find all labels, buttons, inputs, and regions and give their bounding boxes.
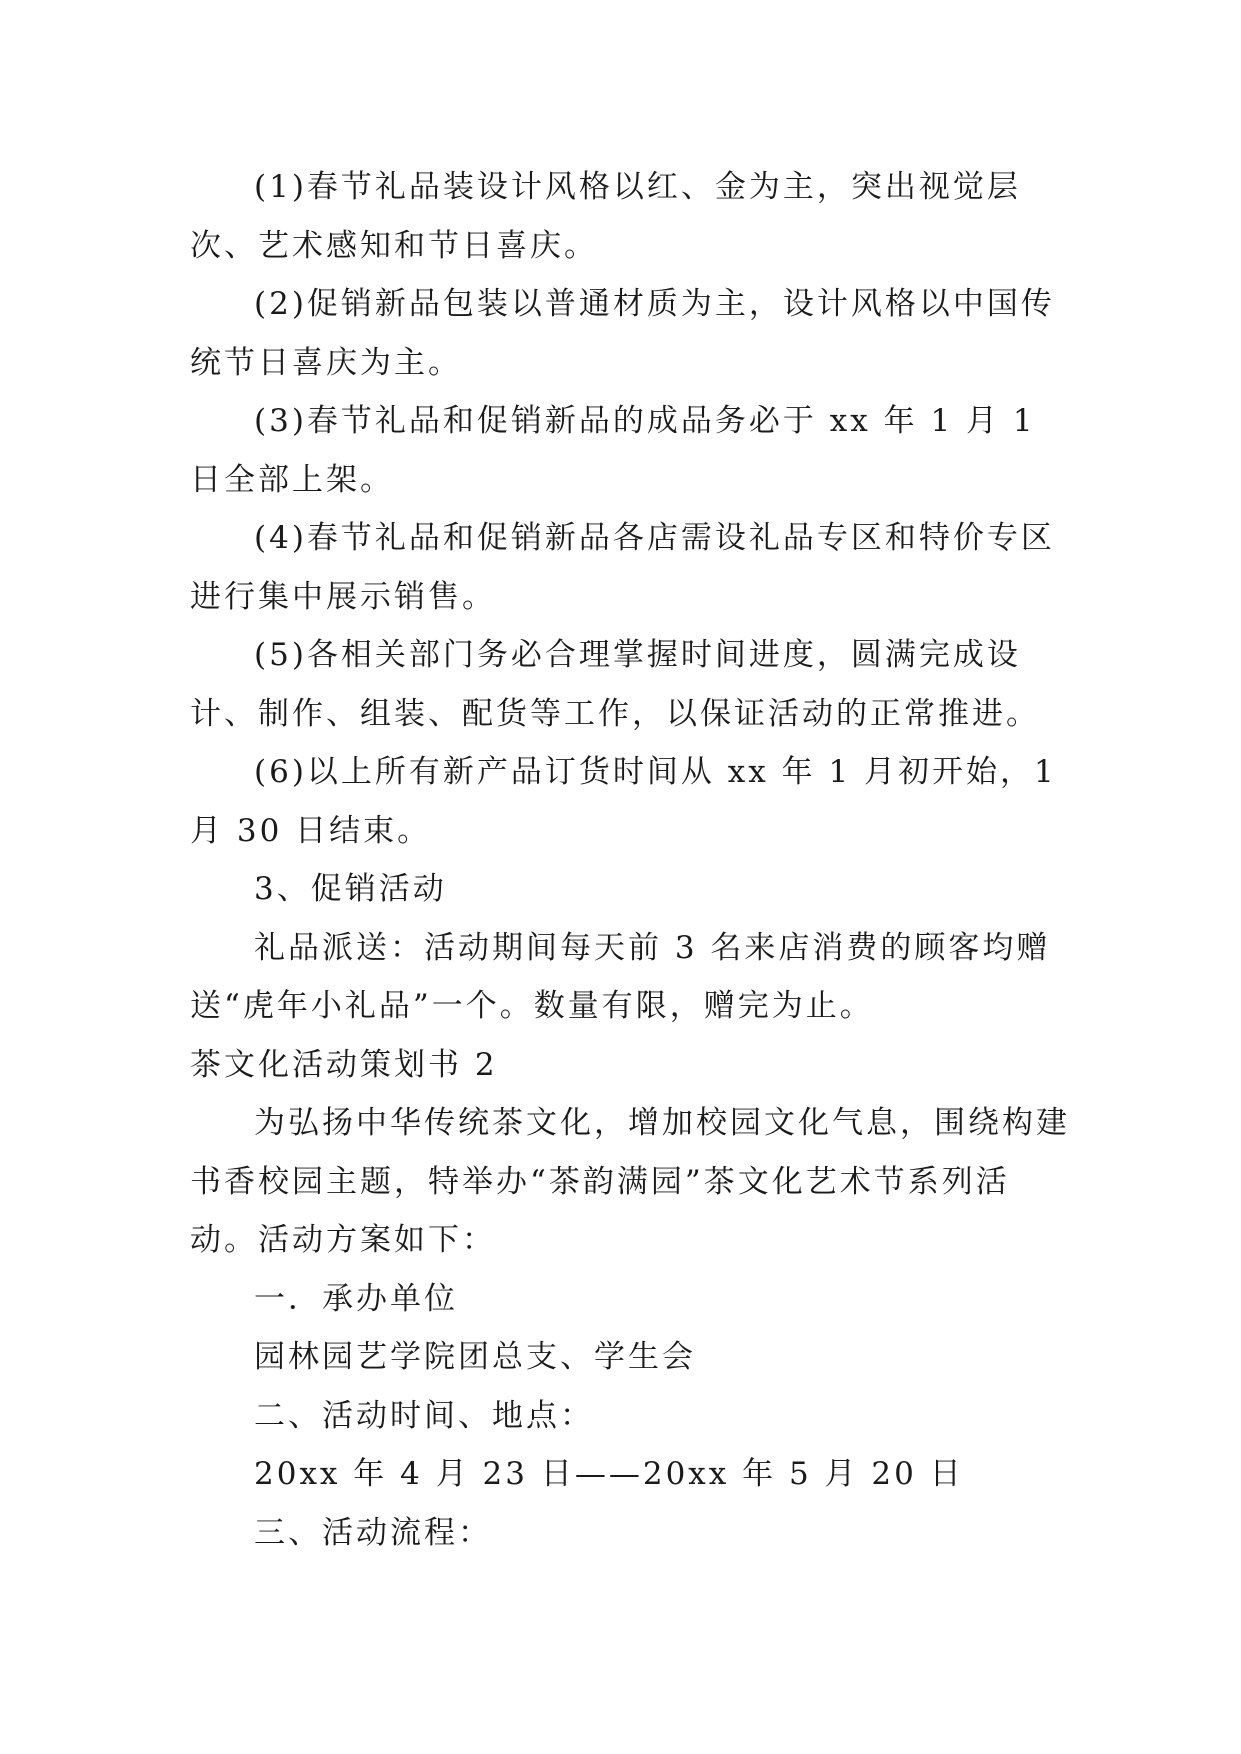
paragraph-date-range: 20xx 年 4 月 23 日——20xx 年 5 月 20 日 bbox=[254, 1456, 964, 1492]
paragraph-item-5: (5)各相关部门务必合理掌握时间进度，圆满完成设计、制作、组装、配货等工作，以保证活动的正常推进。 bbox=[190, 637, 1040, 732]
paragraph-item-6: (6)以上所有新产品订货时间从 xx 年 1 月初开始，1 月 30 日结束。 bbox=[190, 754, 1070, 849]
document-body bbox=[190, 158, 1070, 1562]
document-title-tea-culture: 茶文化活动策划书 2 bbox=[190, 1046, 498, 1083]
paragraph-item-1: (1)春节礼品装设计风格以红、金为主，突出视觉层次、艺术感知和节日喜庆。 bbox=[190, 169, 1021, 264]
paragraph-intro: 为弘扬中华传统茶文化，增加校园文化气息，围绕构建书香校园主题，特举办“茶韵满园”茶文化艺术节系列活动。活动方案如下： bbox=[190, 1105, 1070, 1258]
paragraph-organizer: 园林园艺学院团总支、学生会 bbox=[254, 1339, 696, 1375]
section-heading-promotion: 3、促销活动 bbox=[254, 871, 447, 907]
section-heading-organizer: 一．承办单位 bbox=[254, 1280, 458, 1317]
paragraph-item-2: (2)促销新品包装以普通材质为主，设计风格以中国传统节日喜庆为主。 bbox=[190, 286, 1055, 381]
paragraph-gift-distribution: 礼品派送：活动期间每天前 3 名来店消费的顾客均赠送“虎年小礼品”一个。数量有限，赠完为止。 bbox=[190, 929, 1051, 1024]
section-heading-process: 三、活动流程： bbox=[254, 1514, 492, 1551]
section-heading-time-place: 二、活动时间、地点： bbox=[254, 1397, 594, 1434]
paragraph-item-3: (3)春节礼品和促销新品的成品务必于 xx 年 1 月 1 日全部上架。 bbox=[190, 403, 1049, 498]
paragraph-item-4: (4)春节礼品和促销新品各店需设礼品专区和特价专区进行集中展示销售。 bbox=[190, 520, 1055, 615]
